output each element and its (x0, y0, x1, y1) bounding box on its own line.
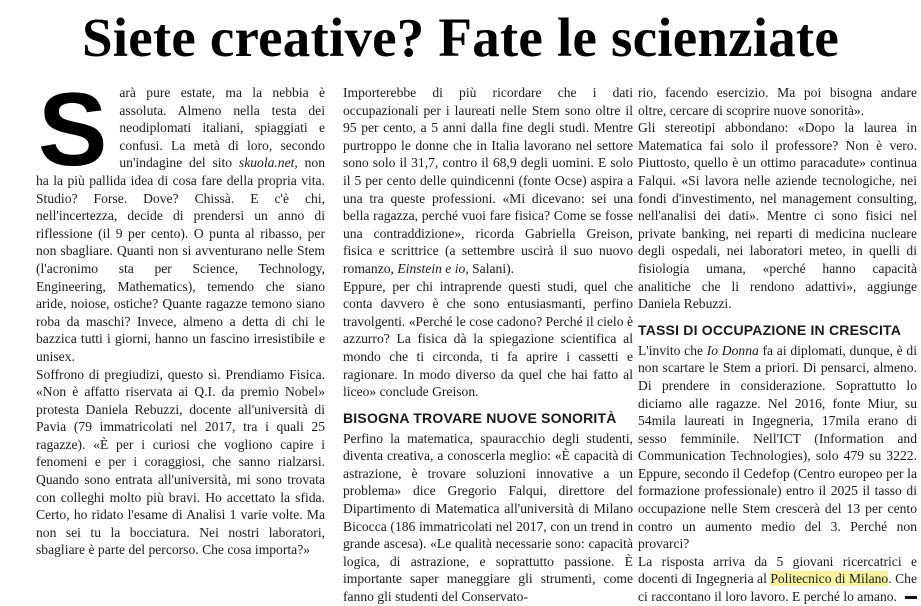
end-mark (905, 596, 917, 599)
magazine-name: Io Donna (706, 342, 759, 358)
paragraph: Soffrono di pregiudizi, questo sì. Prendiamo Fisica. «Non è affatto riservata ai Q.I. da premio Nobel» protesta Daniela Rebuzzi, docente all'università di Pavia (79 immatricolati nel 2017, tra i quali 25 ragazze). «È per i curiosi che vogliono capire i fenomeni e per i coraggiosi, che sanno rialzarsi. Quando sono entrata all'università, mi sono trovata con colleghi molto più bravi. Ho accettato la sfida. Certo, ho ridato l'esame di Analisi 1 varie volte. Ma non sei tu la bocciatura. Nei nostri laboratori, sbagliare è parte del percorso. Che cosa importa?» (36, 366, 325, 558)
highlighted-text: Politecnico di Milano (770, 571, 889, 587)
paragraph: Importerebbe di più ricordare che i dati occupazionali per i laureati nelle Stem sono oltre il 95 per cento, a 5 anni dalla fine degli studi. Mentre purtroppo le donne che in Italia lavorano nel settore sono solo il 31,7, contro il 68,9 degli uomini. E solo il 5 per cento delle quindicenni (fonte Ocse) aspira a una tra queste professioni. «Mi dicevano: sei una bella ragazza, perché vuoi fare fisica? Come se fosse una contraddizione», ricorda Gabriella Greison, fisica e scrittrice (a settembre uscirà il suo nuovo romanzo, Einstein e io, Salani). (343, 85, 633, 276)
drop-cap: S (38, 72, 108, 188)
column-1 (36, 72, 326, 558)
column-2 (343, 84, 633, 605)
article-title: Siete creative? Fate le scienziate (81, 7, 840, 68)
paragraph: L'invito che Io Donna fa ai diplomati, dunque, è di non scartare le Stem a priori. Di pensarci, almeno. Di prendere in considerazione. Soprattutto lo diciamo alle ragazze. Nel 2016, fonte Miur, su 54mila laureati in Ingegneria, 17mila erano di sesso femminile. Nell'ICT (Information and Communication Technologies), solo 479 su 3222. Eppure, secondo il Cedefop (Centro europeo per la formazione professionale) entro il 2025 il tasso di occupazione nelle Stem crescerà del 13 per cento contro un aumento medio del 3. Perché non provarci? (638, 342, 917, 552)
paragraph: Gli stereotipi abbondano: «Dopo la laurea in Matematica fai solo il professore? Non è vero. Piuttosto, quello è un ottimo paracadute» continua Falqui. «Si lavora nelle aziende tecnologiche, nei fondi d'investimento, nel management consulting, nell'analisi dei dati». Mentre ci sono fisici nel private banking, nei reparti di medicina nucleare degli ospedali, nei laboratori meteo, in quelli di fisiologia umana, «perché hanno capacità analitiche che li rendono adattivi», aggiunge Daniela Rebuzzi. (638, 120, 917, 312)
paragraph: Perfino la matematica, spauracchio degli studenti, diventa creativa, a conoscerla meglio: «È capacità di astrazione, è trovare soluzioni innovative a un problema» dice Gregorio Falqui, direttore del Dipartimento di Matematica all'università di Milano Bicocca (186 immatricolati nel 2017, con un trend in grande ascesa). «Le qualità necessarie sono: capacità logica, di astrazione, e soprattutto passione. È importante saper maneggiare gli strumenti, come fanno gli studenti del Conservato- (343, 430, 633, 605)
subheading: BISOGNA TROVARE NUOVE SONORITÀ (343, 409, 617, 426)
site-name: skuola.net (238, 155, 295, 171)
paragraph: rio, facendo esercizio. Ma poi bisogna andare oltre, cercare di scoprire nuove sonorità». (638, 85, 917, 118)
paragraph: La risposta arriva da 5 giovani ricercatrici e docenti di Ingegneria al Politecnico di Milano. Che ci raccontano il loro lavoro. E perché lo amano. (638, 553, 917, 605)
book-title: Einstein e io (397, 260, 466, 276)
subheading: TASSI DI OCCUPAZIONE IN CRESCITA (638, 321, 902, 338)
column-3 (638, 84, 917, 605)
paragraph: Eppure, per chi intraprende questi studi, quel che conta davvero è che sono entusiasmanti, perfino travolgenti. «Perché le cose cadono? Perché il cielo è azzurro? La fisica dà la spiegazione scientifica al mondo che ti circonda, ti fa aprire i cassetti e ragionare. In modo diverso da quel che hai fatto al liceo» conclude Greison. (343, 278, 633, 400)
paragraph: arà pure estate, ma la nebbia è assoluta. Almeno nella testa dei neodiplomati italiani, spiaggiati e confusi. La metà di loro, secondo un'indagine del sito skuola.net, non ha la più pallida idea di cosa fare della propria vita. Studio? Forse. Dove? Chissà. E c'è chi, nell'incertezza, decide di prendersi un anno di riflessione (il 9 per cento). O punta al ribasso, per non sbagliare. Quanti non si avventurano nelle Stem (l'acronimo sta per Science, Technology, Engineering, Mathematics), temendo che siano aride, noiose, ostiche? Quante ragazze temono siano roba da maschi? Invece, almeno a detta di chi le bazzica tutti i giorni, hanno un fascino irresistibile e unisex. (36, 85, 326, 364)
